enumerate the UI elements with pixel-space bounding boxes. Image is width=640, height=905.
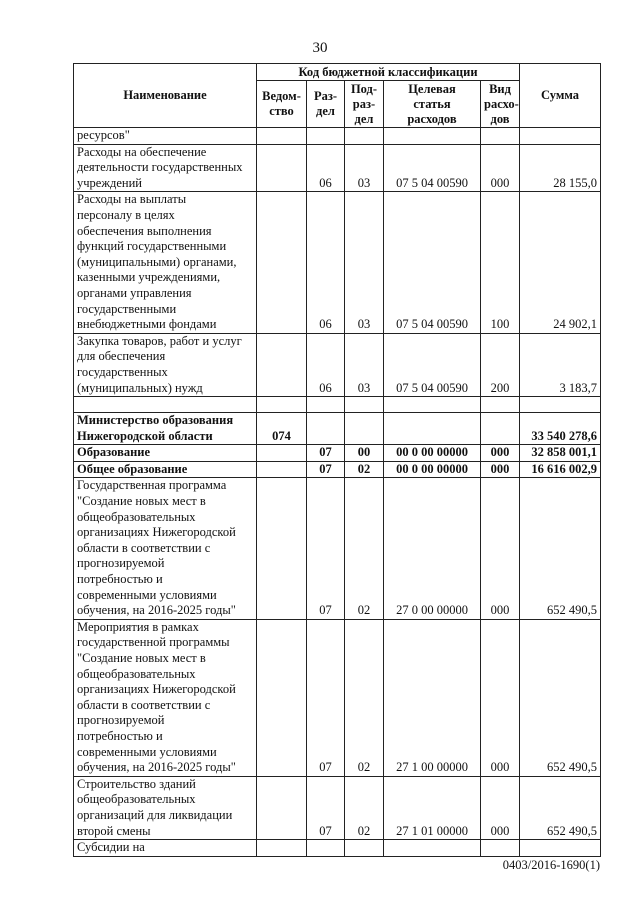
row-sum: 652 490,5 (520, 776, 601, 839)
row-name (74, 445, 257, 462)
row-sum: 652 490,5 (520, 478, 601, 619)
row-sum: 24 902,1 (520, 192, 601, 333)
row-razdel: 07 (307, 776, 345, 839)
row-vid: 000 (481, 776, 520, 839)
row-name-line: Министерство образования (77, 413, 234, 428)
table-row (74, 192, 601, 333)
row-sum: 33 540 278,6 (520, 413, 601, 445)
table-body (74, 128, 601, 857)
row-name-line: Расходы на выплаты (77, 192, 187, 207)
row-tsel (384, 397, 481, 413)
row-name-line: деятельности государственных (77, 160, 243, 175)
row-name-line: для обеспечения (77, 349, 166, 364)
row-podrazdel: 00 (345, 445, 384, 462)
row-ved (257, 445, 307, 462)
row-podrazdel (345, 128, 384, 145)
row-name-line: внебюджетными фондами (77, 317, 217, 332)
row-name-line: области в соответствии с (77, 540, 211, 555)
row-ved (257, 478, 307, 619)
row-name-line: Субсидии на (77, 840, 145, 855)
row-ved (257, 192, 307, 333)
row-tsel: 27 1 00 00000 (384, 619, 481, 776)
row-razdel: 06 (307, 144, 345, 192)
row-podrazdel (345, 413, 384, 445)
row-tsel: 07 5 04 00590 (384, 144, 481, 192)
row-podrazdel: 02 (345, 478, 384, 619)
row-name-line: "Создание новых мест в (77, 494, 206, 509)
row-ved (257, 461, 307, 478)
table-row (74, 619, 601, 776)
row-name (74, 840, 257, 857)
header-razdel: Раз- дел (307, 81, 345, 128)
table-row (74, 128, 601, 145)
row-name (74, 461, 257, 478)
row-ved: 074 (257, 413, 307, 445)
row-name-line: государственными (77, 301, 177, 316)
row-vid (481, 397, 520, 413)
row-tsel: 07 5 04 00590 (384, 333, 481, 396)
row-name-line: общеобразовательных (77, 509, 196, 524)
row-name-line: области в соответствии с (77, 697, 211, 712)
row-podrazdel: 02 (345, 776, 384, 839)
row-sum (520, 397, 601, 413)
header-group: Код бюджетной классификации (257, 64, 520, 81)
row-vid: 000 (481, 445, 520, 462)
table-row (74, 397, 601, 413)
row-tsel: 27 0 00 00000 (384, 478, 481, 619)
row-name (74, 619, 257, 776)
header-tsel: Целевая статья расходов (384, 81, 481, 128)
row-name-line: потребностью и (77, 572, 163, 587)
row-sum: 3 183,7 (520, 333, 601, 396)
table-row (74, 413, 601, 445)
table-row (74, 333, 601, 396)
row-name-line: организаций для ликвидации (77, 807, 233, 822)
row-vid: 200 (481, 333, 520, 396)
row-sum (520, 128, 601, 145)
header-ved: Ведом- ство (257, 81, 307, 128)
budget-table (73, 63, 601, 857)
row-name-line: Строительство зданий (77, 776, 196, 791)
row-name-line: организациях Нижегородской (77, 525, 236, 540)
row-name-line: функций государственными (77, 239, 227, 254)
document-code: 0403/2016-1690(1) (502, 858, 600, 872)
row-name-line: Мероприятия в рамках (77, 619, 199, 634)
row-name-line: органами управления (77, 285, 192, 300)
row-vid (481, 840, 520, 857)
row-tsel: 27 1 01 00000 (384, 776, 481, 839)
row-podrazdel: 03 (345, 144, 384, 192)
row-name-line: Расходы на обеспечение (77, 144, 207, 159)
row-tsel: 00 0 00 00000 (384, 461, 481, 478)
header-podrazdel: Под- раз- дел (345, 81, 384, 128)
row-tsel (384, 128, 481, 145)
row-podrazdel: 02 (345, 461, 384, 478)
row-name (74, 128, 257, 145)
row-razdel: 06 (307, 333, 345, 396)
row-tsel: 00 0 00 00000 (384, 445, 481, 462)
row-name-line: Общее образование (77, 461, 188, 476)
row-sum: 32 858 001,1 (520, 445, 601, 462)
row-name-line: персоналу в целях (77, 207, 175, 222)
row-ved (257, 128, 307, 145)
row-ved (257, 333, 307, 396)
row-podrazdel (345, 840, 384, 857)
row-name-line: государственных (77, 364, 168, 379)
row-podrazdel (345, 397, 384, 413)
row-vid (481, 413, 520, 445)
row-vid: 000 (481, 144, 520, 192)
row-name-line: Образование (77, 445, 151, 460)
row-razdel: 07 (307, 619, 345, 776)
table-row (74, 478, 601, 619)
row-name-line: государственной программы (77, 635, 230, 650)
row-ved (257, 840, 307, 857)
row-name-line: обеспечения выполнения (77, 223, 212, 238)
row-name-line: второй смены (77, 823, 151, 838)
row-name (74, 478, 257, 619)
row-razdel (307, 128, 345, 145)
row-name-line: "Создание новых мест в (77, 651, 206, 665)
row-name (74, 397, 257, 413)
row-tsel (384, 840, 481, 857)
table-row (74, 776, 601, 839)
row-name-line: прогнозируемой (77, 556, 165, 571)
row-podrazdel: 03 (345, 333, 384, 396)
row-vid: 100 (481, 192, 520, 333)
row-name-line: ресурсов" (77, 128, 130, 142)
row-name-line: прогнозируемой (77, 713, 165, 728)
row-razdel: 07 (307, 461, 345, 478)
row-name-line: казенными учреждениями, (77, 270, 221, 285)
row-razdel (307, 413, 345, 445)
row-name-line: Государственная программа (77, 478, 227, 493)
row-name (74, 144, 257, 192)
row-podrazdel: 02 (345, 619, 384, 776)
header-vid: Вид расхо- дов (481, 81, 520, 128)
table-row (74, 840, 601, 857)
row-name (74, 333, 257, 396)
page-number: 30 (312, 40, 328, 56)
table-row (74, 461, 601, 478)
row-ved (257, 619, 307, 776)
row-name-line: потребностью и (77, 728, 163, 743)
table-row (74, 144, 601, 192)
row-vid (481, 128, 520, 145)
header-sum: Сумма (520, 64, 601, 128)
row-name-line: современными условиями (77, 744, 217, 759)
row-vid: 000 (481, 461, 520, 478)
row-name-line: обучения, на 2016-2025 годы" (77, 603, 236, 618)
row-razdel (307, 840, 345, 857)
row-name-line: организациях Нижегородской (77, 682, 236, 697)
row-vid: 000 (481, 619, 520, 776)
row-razdel (307, 397, 345, 413)
row-name-line: общеобразовательных (77, 666, 196, 681)
row-name (74, 776, 257, 839)
row-razdel: 07 (307, 445, 345, 462)
row-tsel: 07 5 04 00590 (384, 192, 481, 333)
row-tsel (384, 413, 481, 445)
table-row (74, 445, 601, 462)
row-sum: 28 155,0 (520, 144, 601, 192)
row-name-line: современными условиями (77, 587, 217, 602)
row-podrazdel: 03 (345, 192, 384, 333)
row-name-line: общеобразовательных (77, 792, 196, 807)
row-name (74, 413, 257, 445)
row-name-line: обучения, на 2016-2025 годы" (77, 760, 236, 775)
row-sum: 16 616 002,9 (520, 461, 601, 478)
row-name-line: Нижегородской области (77, 428, 213, 443)
row-name-line: (муниципальными) органами, (77, 254, 237, 269)
row-razdel: 06 (307, 192, 345, 333)
row-name-line: Закупка товаров, работ и услуг (77, 333, 242, 348)
row-sum: 652 490,5 (520, 619, 601, 776)
row-ved (257, 144, 307, 192)
row-vid: 000 (481, 478, 520, 619)
row-ved (257, 776, 307, 839)
row-name-line: (муниципальных) нужд (77, 380, 203, 395)
row-ved (257, 397, 307, 413)
row-razdel: 07 (307, 478, 345, 619)
row-name-line: учреждений (77, 175, 142, 190)
row-name (74, 192, 257, 333)
row-sum (520, 840, 601, 857)
header-name: Наименование (74, 64, 257, 128)
